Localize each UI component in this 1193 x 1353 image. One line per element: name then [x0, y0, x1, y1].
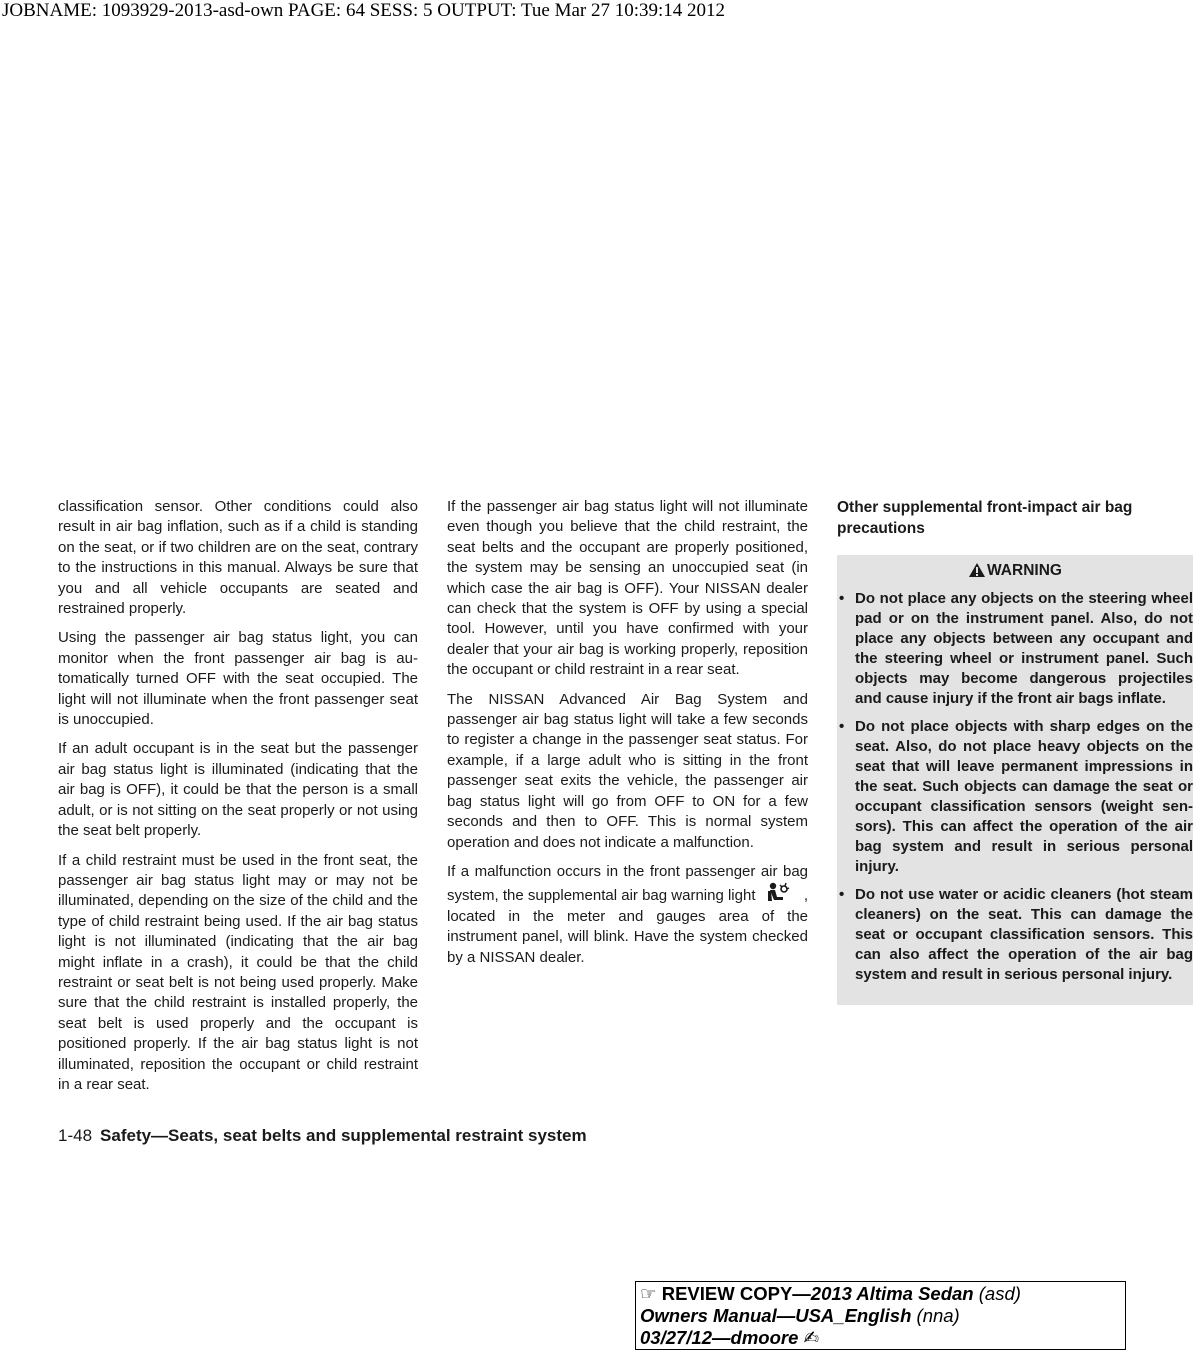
column-2 — [447, 497, 808, 977]
bullet: • — [839, 886, 845, 903]
review-line-1: ☞ REVIEW COPY—2013 Altima Sedan (asd) — [640, 1283, 1021, 1304]
section-heading: Other supplemental front-impact air bag precautions — [837, 499, 1133, 537]
review-line-2: Owners Manual—USA_English (nna) — [640, 1305, 960, 1326]
warning-item: • Do not place any objects on the steering wheel pad or on the instrument panel. Also, do not place any objects between any occupant and the steering wheel or instrument panel. Such objects may become dangerous projectiles and cause injury if the front air bags inflate. — [839, 590, 1193, 707]
warning-list — [837, 589, 1193, 985]
paragraph: If an adult occupant is in the seat but the passenger air bag status light is illuminated (indicating that the air bag is OFF), it could be that the person is a small adult, or is not sitting on the seat properly or not using the seat belt properly. — [58, 740, 418, 840]
paragraph-text-a: If a malfunction occurs in the front passenger air bag system, the supplemental air bag warning light — [447, 862, 808, 905]
pointing-hand-icon: ☞ — [640, 1283, 657, 1304]
page-footer — [58, 1125, 587, 1147]
paragraph: classification sensor. Other conditions could also result in air bag inflation, such as if a child is standing on the seat, or if two children are on the seat, contrary to the instructions in this manual. Always be sure that you and all vehicle occupants are seated and restrained properly. — [58, 498, 418, 618]
paragraph-with-icon — [447, 862, 808, 968]
warning-title — [837, 559, 1193, 583]
bullet: • — [839, 590, 845, 607]
column-3 — [837, 497, 1193, 1005]
paragraph-text-b: , located in the meter and gauges area of the instrument panel, will blink. Have the system checked by a NISSAN dealer. — [447, 887, 809, 966]
writing-hand-icon: ✍ — [803, 1327, 820, 1348]
footer-title: Safety—Seats, seat belts and supplemental restraint system — [100, 1126, 587, 1145]
page-number: 1-48 — [58, 1126, 93, 1145]
paragraph: If a child restraint must be used in the front seat, the passenger air bag status light may or may not be illuminated, depending on the size of the child and the type of child restraint being used. If the air bag status light is not illuminated (indicating that the air bag might inflate in a crash), it could be that the child restraint or seat belt is not being used properly. Make sure that the child restraint is installed properly, the seat belt is used properly and the occupant is positioned properly. If the air bag status light is not illuminated, reposition the occupant or child restraint in a rear seat. — [58, 851, 418, 1093]
bullet: • — [839, 718, 845, 735]
column-1 — [58, 497, 418, 1104]
review-copy-stamp — [635, 1281, 1126, 1350]
warning-label: WARNING — [987, 562, 1062, 579]
paragraph: If the passenger air bag status light will not illuminate even though you believe that the child restraint, the seat belts and the occupant are properly positioned, the system may be sensing an unoccupied seat (in which case the air bag is OFF). Your NISSAN dealer can check that the system is OFF by using a special tool. However, until you have confirmed with your dealer that your air bag is working properly, reposition the occupant or child restraint in a rear seat. — [447, 498, 808, 679]
warning-box — [837, 555, 1193, 1005]
warning-item: • Do not use water or acidic cleaners (hot steam cleaners) on the seat. This can damage the seat or occupant classification sensors. This can also affect the operation of the air bag system and result in serious personal injury. — [839, 886, 1193, 983]
paragraph: The NISSAN Advanced Air Bag System and passenger air bag status light will take a few seconds to register a change in the passenger seat status. For example, if a large adult who is sitting in the front passenger seat exits the vehicle, the passenger air bag status light will go from OFF to ON for a few seconds and then to OFF. This is normal system operation and does not indicate a malfunction. — [447, 690, 808, 851]
warning-item: • Do not place objects with sharp edges on the seat. Also, do not place heavy objects on the seat that will leave permanent impressions in the seat. Such objects can damage the seat or occupant classification sensors (weight sensors). This can affect the operation of the air bag system and result in serious personal injury. — [839, 718, 1193, 875]
job-header: JOBNAME: 1093929-2013-asd-own PAGE: 64 SESS: 5 OUTPUT: Tue Mar 27 10:39:14 2012 — [2, 0, 726, 21]
paragraph: Using the passenger air bag status light, you can monitor when the front passenger air bag is automatically turned OFF with the seat occupied. The light will not illuminate when the front passenger seat is unoccupied. — [58, 629, 418, 729]
airbag-warning-icon — [760, 882, 800, 904]
warning-triangle-icon — [968, 562, 986, 578]
review-line-3: 03/27/12—dmoore ✍ — [640, 1327, 820, 1348]
